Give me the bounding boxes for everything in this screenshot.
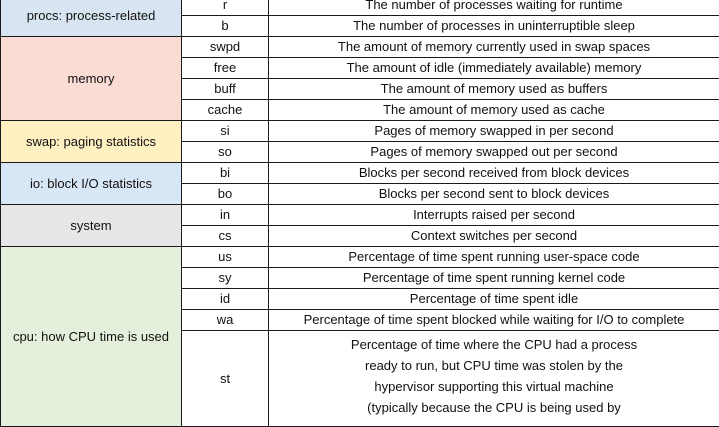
field-description: Percentage of time spent running kernel code xyxy=(269,268,719,289)
field-description: The number of processes in uninterruptible sleep xyxy=(269,16,719,37)
table-row xyxy=(1,163,719,184)
field-description: Interrupts raised per second xyxy=(269,205,719,226)
field-description: Percentage of time spent idle xyxy=(269,289,719,310)
field-name: free xyxy=(182,58,269,79)
field-name: us xyxy=(182,247,269,268)
field-name: r xyxy=(182,0,269,16)
field-name: buff xyxy=(182,79,269,100)
table-row xyxy=(1,37,719,58)
field-description: Blocks per second sent to block devices xyxy=(269,184,719,205)
description-line: hypervisor supporting this virtual machine xyxy=(273,376,715,397)
description-line: (typically because the CPU is being used by xyxy=(273,397,715,418)
field-name: st xyxy=(182,331,269,427)
field-name: so xyxy=(182,142,269,163)
field-description-multiline xyxy=(269,331,719,427)
field-description: The amount of idle (immediately available) memory xyxy=(269,58,719,79)
field-description: Percentage of time spent blocked while waiting for I/O to complete xyxy=(269,310,719,331)
group-procs: procs: process-related xyxy=(1,0,182,37)
field-name: swpd xyxy=(182,37,269,58)
field-name: sy xyxy=(182,268,269,289)
field-name: si xyxy=(182,121,269,142)
field-name: in xyxy=(182,205,269,226)
field-description: Pages of memory swapped out per second xyxy=(269,142,719,163)
field-name: wa xyxy=(182,310,269,331)
field-description: Pages of memory swapped in per second xyxy=(269,121,719,142)
group-cpu: cpu: how CPU time is used xyxy=(1,247,182,427)
field-description: The number of processes waiting for runtime xyxy=(269,0,719,16)
field-description: The amount of memory used as buffers xyxy=(269,79,719,100)
field-name: cache xyxy=(182,100,269,121)
field-name: cs xyxy=(182,226,269,247)
field-description: Context switches per second xyxy=(269,226,719,247)
field-description: The amount of memory used as cache xyxy=(269,100,719,121)
field-description: Percentage of time spent running user-space code xyxy=(269,247,719,268)
table-row xyxy=(1,121,719,142)
field-name: id xyxy=(182,289,269,310)
table-row xyxy=(1,205,719,226)
field-description: Blocks per second received from block devices xyxy=(269,163,719,184)
group-io: io: block I/O statistics xyxy=(1,163,182,205)
field-name: bi xyxy=(182,163,269,184)
field-description: The amount of memory currently used in swap spaces xyxy=(269,37,719,58)
field-name: b xyxy=(182,16,269,37)
description-line: ready to run, but CPU time was stolen by the xyxy=(273,355,715,376)
table-row xyxy=(1,0,719,16)
group-memory: memory xyxy=(1,37,182,121)
field-name: bo xyxy=(182,184,269,205)
group-system: system xyxy=(1,205,182,247)
group-swap: swap: paging statistics xyxy=(1,121,182,163)
description-line: Percentage of time where the CPU had a process xyxy=(273,334,715,355)
table-row xyxy=(1,247,719,268)
